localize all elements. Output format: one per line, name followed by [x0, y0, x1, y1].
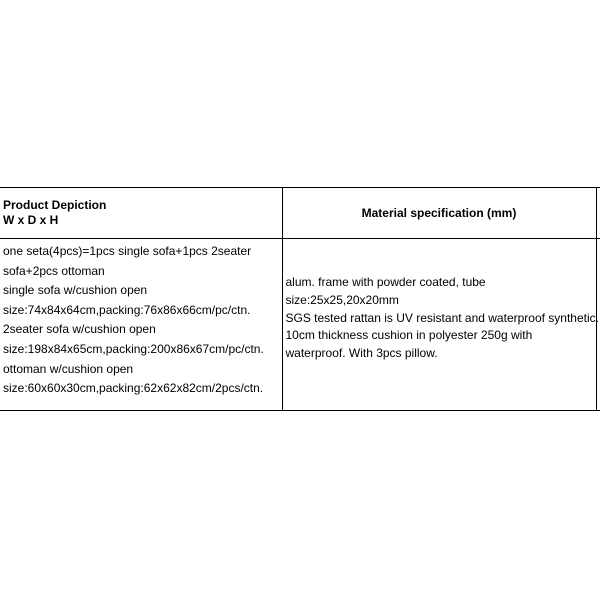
product-line: size:74x84x64cm,packing:76x86x66cm/pc/ctn. — [3, 302, 251, 317]
material-line: alum. frame with powder coated, tube — [285, 275, 486, 289]
product-description-cell — [0, 239, 282, 411]
material-header-title: Material specification (mm) — [361, 206, 517, 220]
material-header-cell — [282, 188, 596, 239]
empty-header-cell — [596, 188, 600, 239]
material-description-cell — [282, 239, 599, 411]
table-header-row — [0, 188, 600, 239]
material-line: SGS tested rattan is UV resistant and waterproof synthetic. — [285, 310, 599, 325]
product-line: one seta(4pcs)=1pcs single sofa+1pcs 2seater — [3, 244, 252, 258]
product-line: ottoman w/cushion open — [3, 361, 134, 376]
product-header-dimensions: W x D x H — [3, 213, 59, 227]
product-header-cell — [0, 188, 282, 239]
product-line: 2seater sofa w/cushion open — [3, 322, 156, 337]
product-line: size:198x84x65cm,packing:200x86x67cm/pc/ctn. — [3, 341, 264, 356]
table-row — [0, 239, 600, 411]
material-line: 10cm thickness cushion in polyester 250g with — [285, 328, 533, 343]
product-line: size:60x60x30cm,packing:62x62x82cm/2pcs/ctn. — [3, 381, 264, 396]
product-header-title: Product Depiction — [3, 198, 107, 212]
product-line: sofa+2pcs ottoman — [3, 263, 105, 278]
material-line: waterproof. With 3pcs pillow. — [285, 346, 438, 361]
product-line: single sofa w/cushion open — [3, 283, 148, 298]
material-line: size:25x25,20x20mm — [285, 292, 399, 307]
spec-table — [0, 187, 600, 411]
